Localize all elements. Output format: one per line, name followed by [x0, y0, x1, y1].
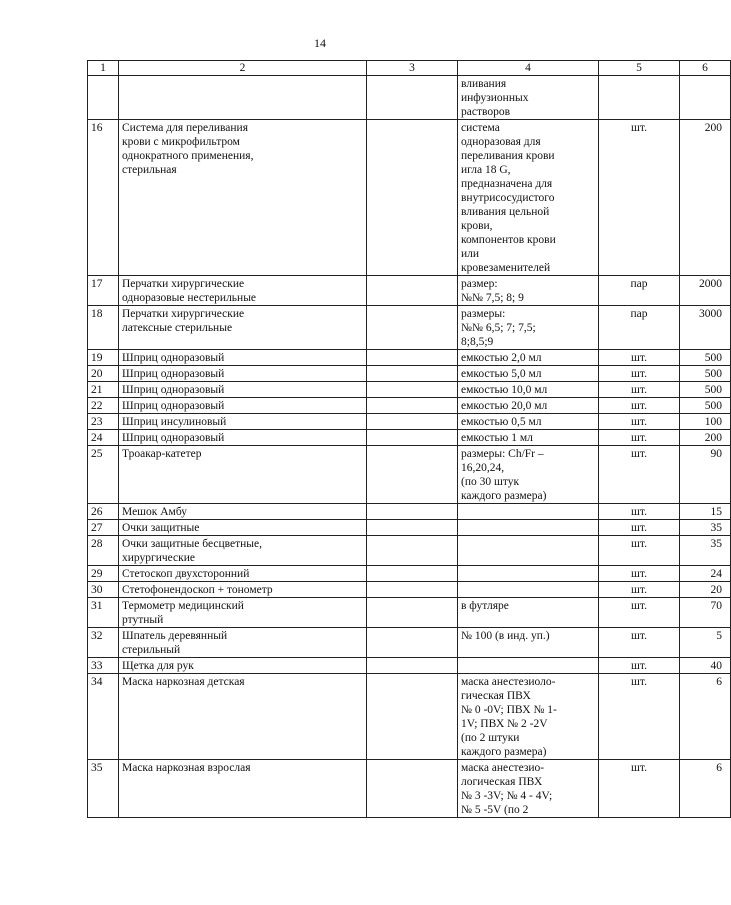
item-spec: [458, 504, 599, 520]
table-row: [88, 566, 731, 582]
item-unit: шт.: [599, 760, 680, 818]
table-row: [88, 382, 731, 398]
item-unit: шт.: [599, 382, 680, 398]
item-spec: маска анестезио- логическая ПВХ № 3 -3V; № 4 - 4V; № 5 -5V (по 2: [458, 760, 599, 818]
table-row: [88, 658, 731, 674]
item-unit: шт.: [599, 566, 680, 582]
item-name: [119, 76, 367, 120]
row-number: 25: [88, 446, 119, 504]
item-quantity: 500: [680, 382, 731, 398]
item-name: Шпатель деревянный стерильный: [119, 628, 367, 658]
item-name: Шприц одноразовый: [119, 350, 367, 366]
empty-cell: [367, 120, 458, 276]
row-number: 28: [88, 536, 119, 566]
item-unit: пар: [599, 306, 680, 350]
item-spec: емкостью 20,0 мл: [458, 398, 599, 414]
item-name: Очки защитные: [119, 520, 367, 536]
empty-cell: [367, 582, 458, 598]
item-name: Система для переливания крови с микрофильтром однократного применения, стерильная: [119, 120, 367, 276]
item-name: Мешок Амбу: [119, 504, 367, 520]
item-quantity: 15: [680, 504, 731, 520]
empty-cell: [367, 446, 458, 504]
column-header-1: 1: [88, 61, 119, 76]
item-quantity: 500: [680, 398, 731, 414]
empty-cell: [367, 276, 458, 306]
row-number: 19: [88, 350, 119, 366]
items-table: [87, 60, 731, 818]
item-quantity: 35: [680, 536, 731, 566]
row-number: [88, 76, 119, 120]
empty-cell: [367, 76, 458, 120]
empty-cell: [367, 598, 458, 628]
empty-cell: [367, 398, 458, 414]
empty-cell: [367, 414, 458, 430]
row-number: 16: [88, 120, 119, 276]
item-quantity: 2000: [680, 276, 731, 306]
table-row: [88, 598, 731, 628]
table-row: [88, 582, 731, 598]
item-spec: [458, 658, 599, 674]
item-spec: [458, 582, 599, 598]
row-number: 24: [88, 430, 119, 446]
row-number: 35: [88, 760, 119, 818]
item-quantity: 6: [680, 674, 731, 760]
empty-cell: [367, 504, 458, 520]
item-quantity: 3000: [680, 306, 731, 350]
item-unit: шт.: [599, 414, 680, 430]
empty-cell: [367, 306, 458, 350]
table-row: [88, 120, 731, 276]
item-quantity: 35: [680, 520, 731, 536]
empty-cell: [367, 674, 458, 760]
table-row: [88, 628, 731, 658]
item-name: Перчатки хирургические латексные стерильные: [119, 306, 367, 350]
empty-cell: [367, 520, 458, 536]
empty-cell: [367, 566, 458, 582]
item-quantity: 500: [680, 366, 731, 382]
item-unit: шт.: [599, 536, 680, 566]
empty-cell: [367, 628, 458, 658]
item-quantity: [680, 76, 731, 120]
item-spec: [458, 566, 599, 582]
empty-cell: [367, 658, 458, 674]
row-number: 33: [88, 658, 119, 674]
item-spec: емкостью 0,5 мл: [458, 414, 599, 430]
item-unit: шт.: [599, 582, 680, 598]
table-header-row: [88, 61, 731, 76]
table-row: [88, 430, 731, 446]
item-spec: № 100 (в инд. уп.): [458, 628, 599, 658]
item-quantity: 5: [680, 628, 731, 658]
item-name: Стетоскоп двухсторонний: [119, 566, 367, 582]
item-unit: пар: [599, 276, 680, 306]
table-body: [88, 76, 731, 818]
empty-cell: [367, 350, 458, 366]
empty-cell: [367, 366, 458, 382]
item-name: Шприц одноразовый: [119, 366, 367, 382]
column-header-6: 6: [680, 61, 731, 76]
table-row: [88, 306, 731, 350]
row-number: 20: [88, 366, 119, 382]
item-unit: шт.: [599, 674, 680, 760]
item-spec: в футляре: [458, 598, 599, 628]
empty-cell: [367, 430, 458, 446]
empty-cell: [367, 382, 458, 398]
row-number: 34: [88, 674, 119, 760]
row-number: 21: [88, 382, 119, 398]
item-unit: шт.: [599, 446, 680, 504]
item-spec: емкостью 5,0 мл: [458, 366, 599, 382]
item-name: Перчатки хирургические одноразовые нестерильные: [119, 276, 367, 306]
table-row: [88, 520, 731, 536]
table-row: [88, 76, 731, 120]
table-row: [88, 536, 731, 566]
row-number: 31: [88, 598, 119, 628]
table-row: [88, 446, 731, 504]
column-header-2: 2: [119, 61, 367, 76]
item-spec: размеры: №№ 6,5; 7; 7,5; 8;8,5;9: [458, 306, 599, 350]
item-spec: вливания инфузионных растворов: [458, 76, 599, 120]
column-header-3: 3: [367, 61, 458, 76]
item-quantity: 200: [680, 430, 731, 446]
item-unit: [599, 76, 680, 120]
table-row: [88, 350, 731, 366]
row-number: 26: [88, 504, 119, 520]
row-number: 23: [88, 414, 119, 430]
row-number: 29: [88, 566, 119, 582]
item-quantity: 90: [680, 446, 731, 504]
item-spec: [458, 520, 599, 536]
item-quantity: 500: [680, 350, 731, 366]
table-row: [88, 504, 731, 520]
item-unit: шт.: [599, 430, 680, 446]
column-header-5: 5: [599, 61, 680, 76]
item-quantity: 200: [680, 120, 731, 276]
item-quantity: 40: [680, 658, 731, 674]
item-spec: маска анестезиоло- гическая ПВХ № 0 -0V; ПВХ № 1- 1V; ПВХ № 2 -2V (по 2 штуки каждого размера): [458, 674, 599, 760]
item-quantity: 20: [680, 582, 731, 598]
item-quantity: 70: [680, 598, 731, 628]
item-name: Шприц одноразовый: [119, 382, 367, 398]
row-number: 18: [88, 306, 119, 350]
item-name: Шприц одноразовый: [119, 430, 367, 446]
item-unit: шт.: [599, 504, 680, 520]
item-spec: емкостью 2,0 мл: [458, 350, 599, 366]
empty-cell: [367, 536, 458, 566]
item-spec: емкостью 1 мл: [458, 430, 599, 446]
item-unit: шт.: [599, 658, 680, 674]
item-unit: шт.: [599, 350, 680, 366]
item-name: Троакар-катетер: [119, 446, 367, 504]
table-row: [88, 760, 731, 818]
item-name: Термометр медицинский ртутный: [119, 598, 367, 628]
row-number: 27: [88, 520, 119, 536]
item-name: Маска наркозная детская: [119, 674, 367, 760]
table-row: [88, 674, 731, 760]
item-name: Шприц инсулиновый: [119, 414, 367, 430]
table-row: [88, 398, 731, 414]
empty-cell: [367, 760, 458, 818]
column-header-4: 4: [458, 61, 599, 76]
item-quantity: 24: [680, 566, 731, 582]
item-name: Шприц одноразовый: [119, 398, 367, 414]
row-number: 17: [88, 276, 119, 306]
item-spec: размер: №№ 7,5; 8; 9: [458, 276, 599, 306]
item-spec: [458, 536, 599, 566]
item-spec: размеры: Ch/Fr – 16,20,24, (по 30 штук каждого размера): [458, 446, 599, 504]
item-unit: шт.: [599, 366, 680, 382]
item-unit: шт.: [599, 120, 680, 276]
item-quantity: 100: [680, 414, 731, 430]
item-name: Очки защитные бесцветные, хирургические: [119, 536, 367, 566]
table-row: [88, 366, 731, 382]
item-name: Щетка для рук: [119, 658, 367, 674]
item-spec: емкостью 10,0 мл: [458, 382, 599, 398]
table-row: [88, 276, 731, 306]
item-unit: шт.: [599, 628, 680, 658]
page-number: 14: [314, 36, 326, 50]
item-unit: шт.: [599, 598, 680, 628]
item-quantity: 6: [680, 760, 731, 818]
item-name: Маска наркозная взрослая: [119, 760, 367, 818]
item-unit: шт.: [599, 520, 680, 536]
item-spec: система одноразовая для переливания крови игла 18 G, предназначена для внутрисосудистого вливания цельной крови, компонентов крови или кровезаменителей: [458, 120, 599, 276]
row-number: 32: [88, 628, 119, 658]
table-row: [88, 414, 731, 430]
item-unit: шт.: [599, 398, 680, 414]
item-name: Стетофонендоскоп + тонометр: [119, 582, 367, 598]
row-number: 22: [88, 398, 119, 414]
row-number: 30: [88, 582, 119, 598]
